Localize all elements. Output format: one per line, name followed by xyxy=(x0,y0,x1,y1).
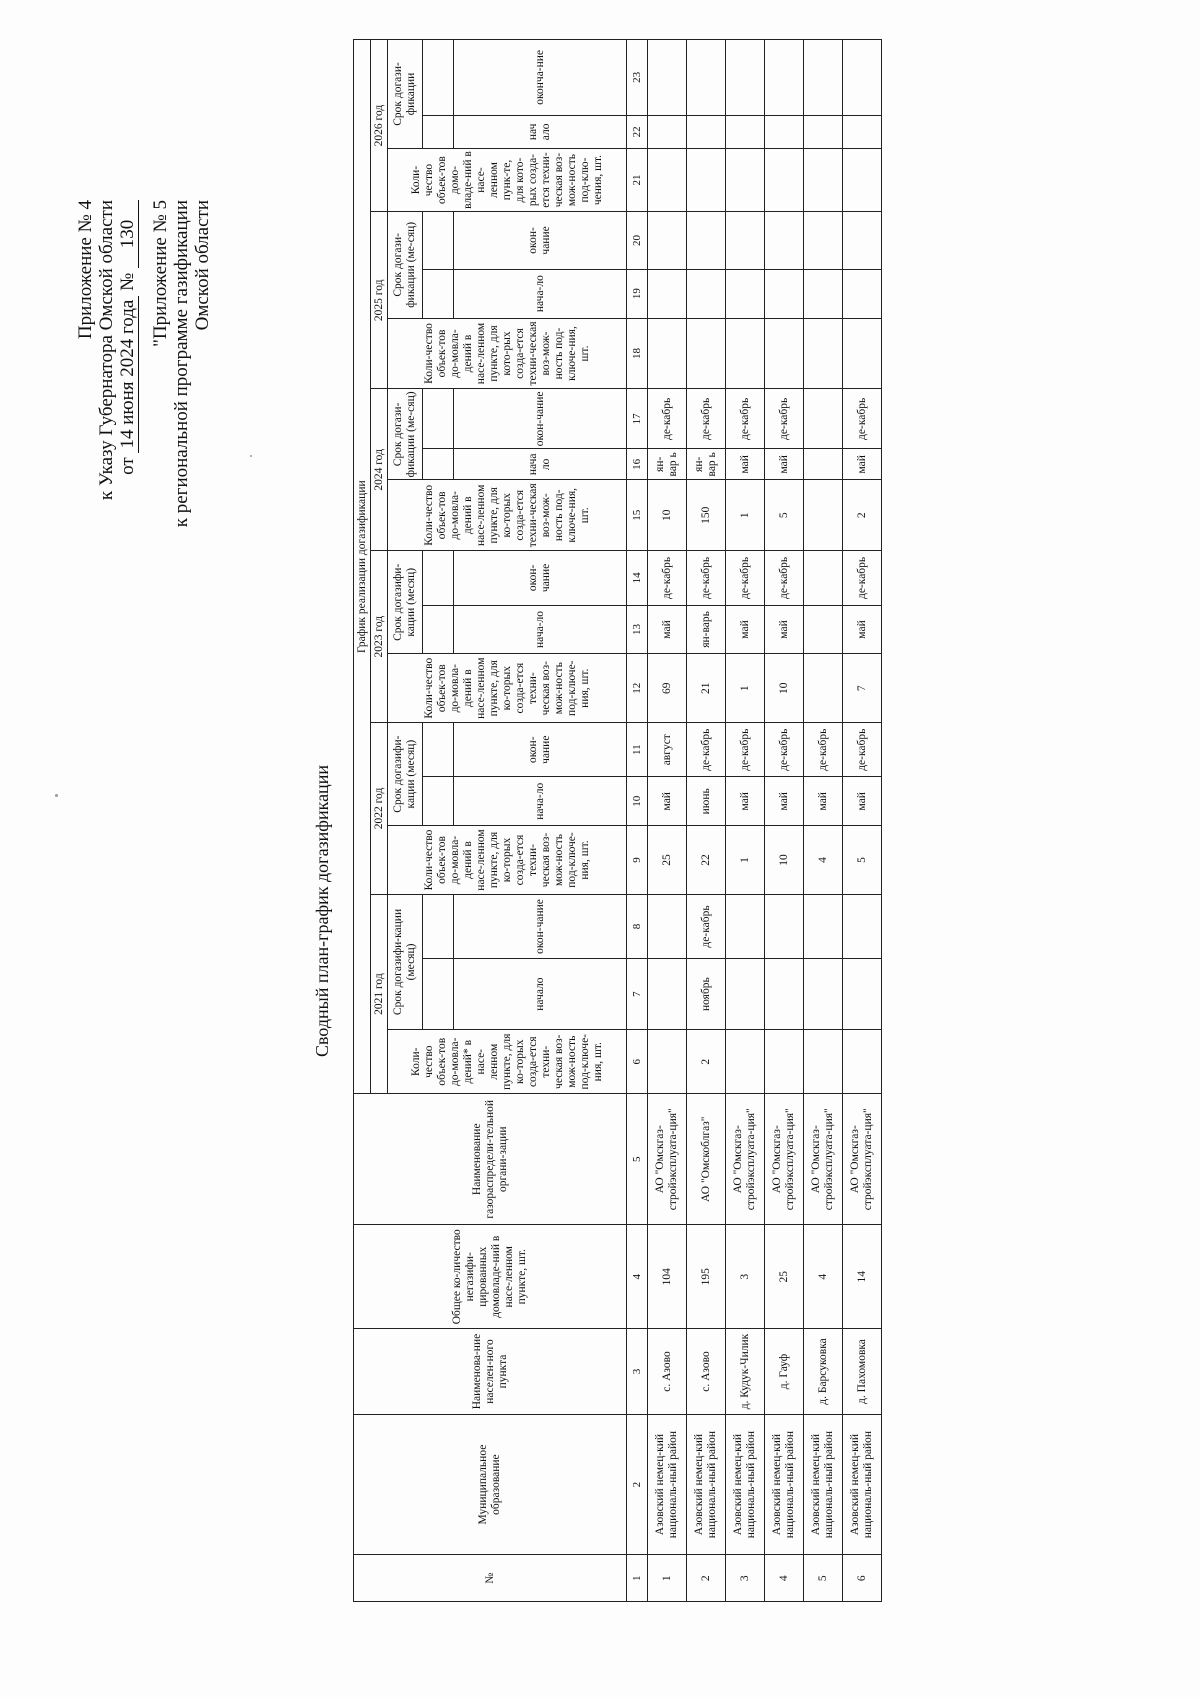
table-cell xyxy=(843,318,882,389)
table-cell: де-кабрь xyxy=(648,551,687,605)
qty-2022: Коли-чество объек-тов до-мовла-дений в насе-ленном пункте, для ко-торых созда-ется техни-ческая воз-мож-ность под-ключе-ния, шт. xyxy=(388,826,627,895)
scan-speck xyxy=(250,455,252,457)
decree-date: 14 июня 2024 года xyxy=(117,296,139,453)
header-settlement: Наименова-ние населен-ного пункта xyxy=(354,1329,627,1414)
table-cell: май xyxy=(804,777,843,826)
table-cell: май xyxy=(843,605,882,654)
header-total: Общее ко-личество негазифи-цированных домовладе-ний в насе-ленном пункте, шт. xyxy=(354,1225,627,1329)
column-number: 5 xyxy=(627,1094,648,1225)
header-org: Наименование газораспредели-тельной органи-зации xyxy=(354,1094,627,1225)
table-cell: 10 xyxy=(765,826,804,895)
table-cell: АО "Омскгаз-стройэксплуата-ция" xyxy=(648,1094,687,1225)
table-cell: АО "Омскгаз-стройэксплуата-ция" xyxy=(726,1094,765,1225)
column-number-row xyxy=(627,40,648,1602)
year-2025: 2025 год xyxy=(371,212,388,389)
table-cell: де-кабрь xyxy=(843,551,882,605)
table-cell xyxy=(843,1030,882,1094)
table-cell xyxy=(726,115,765,148)
table-cell xyxy=(726,269,765,318)
table-cell: 1 xyxy=(726,826,765,895)
table-cell: 69 xyxy=(648,654,687,723)
table-cell: де-кабрь xyxy=(726,389,765,449)
qty-2023: Коли-чество объек-тов до-мовла-дений в насе-ленном пункте, для ко-торых созда-ется техни-ческая воз-мож-ность под-ключе-ния, шт. xyxy=(388,654,627,723)
column-number: 4 xyxy=(627,1225,648,1329)
table-cell: де-кабрь xyxy=(726,723,765,777)
table-cell xyxy=(804,212,843,270)
end-2025: окон-чание xyxy=(454,212,627,270)
table-cell xyxy=(765,1030,804,1094)
term-2025: Срок догази-фикации (ме-сяц) xyxy=(388,212,423,318)
table-cell: май xyxy=(765,777,804,826)
decree-line: к Указу Губернатора Омской области xyxy=(96,200,117,501)
date-prefix: от xyxy=(117,457,138,475)
table-cell: д. Кудук-Чилик xyxy=(726,1329,765,1414)
table-cell xyxy=(804,269,843,318)
table-cell xyxy=(687,269,726,318)
year-2022: 2022 год xyxy=(371,723,388,895)
start-2025: нача-ло xyxy=(454,269,627,318)
table-cell: Азовский немец-кий националь-ный район xyxy=(648,1414,687,1555)
table-cell: май xyxy=(765,605,804,654)
table-cell: ян-вар ь xyxy=(687,449,726,480)
qty-2025: Коли-чество объек-тов до-мовла-дений в насе-ленном пункте, для кото-рых созда-ется техни-ческая воз-мож-ность под-ключе-ния, шт. xyxy=(388,318,627,389)
table-cell xyxy=(804,389,843,449)
table-cell xyxy=(804,318,843,389)
table-cell: май xyxy=(648,777,687,826)
table-row xyxy=(765,40,804,1602)
header-schedule: График реализации догазификации xyxy=(354,40,371,1094)
table-cell: 10 xyxy=(765,654,804,723)
table-cell: де-кабрь xyxy=(843,723,882,777)
table-cell xyxy=(687,115,726,148)
table-cell: 5 xyxy=(765,480,804,551)
table-cell: 3 xyxy=(726,1555,765,1602)
column-number: 13 xyxy=(627,605,648,654)
blank-cell xyxy=(423,449,454,480)
header-municipality: Муниципальное образование xyxy=(354,1414,627,1555)
year-2026: 2026 год xyxy=(371,40,388,212)
table-cell: 3 xyxy=(726,1225,765,1329)
end-2023: окон-чание xyxy=(454,551,627,605)
start-2024: нача ло xyxy=(454,449,627,480)
number-prefix: № xyxy=(117,272,138,291)
table-cell xyxy=(687,40,726,116)
column-number: 16 xyxy=(627,449,648,480)
table-cell xyxy=(765,894,804,958)
table-cell: 10 xyxy=(648,480,687,551)
column-number: 22 xyxy=(627,115,648,148)
table-cell xyxy=(804,605,843,654)
column-number: 2 xyxy=(627,1414,648,1555)
blank-cell xyxy=(423,777,454,826)
appendix2-line: "Приложение № 5 xyxy=(150,200,171,347)
table-cell: май xyxy=(765,449,804,480)
table-cell xyxy=(687,212,726,270)
table-cell: август xyxy=(648,723,687,777)
table-cell: 14 xyxy=(843,1225,882,1329)
table-cell: де-кабрь xyxy=(804,723,843,777)
table-cell: май xyxy=(843,777,882,826)
column-number: 14 xyxy=(627,551,648,605)
table-cell xyxy=(648,40,687,116)
year-2023: 2023 год xyxy=(371,551,388,723)
column-number: 12 xyxy=(627,654,648,723)
table-cell: Азовский немец-кий националь-ный район xyxy=(687,1414,726,1555)
blank-cell xyxy=(423,605,454,654)
column-number: 1 xyxy=(627,1555,648,1602)
table-cell: 1 xyxy=(648,1555,687,1602)
table-cell: АО "Омскгаз-стройэксплуата-ция" xyxy=(765,1094,804,1225)
table-cell: ян-варь xyxy=(687,605,726,654)
table-row xyxy=(804,40,843,1602)
column-number-row xyxy=(627,40,648,1602)
header-row-1 xyxy=(354,40,371,1602)
year-2024: 2024 год xyxy=(371,389,388,551)
qty-2026: Коли-чество объек-тов домо-владе-ний в насе-ленном пунк-те, для кото-рых созда-ется техни-ческая воз-мож-ность под-клю-чения, шт. xyxy=(388,148,627,211)
term-2026: Срок догази-фикации xyxy=(388,40,423,149)
table-cell: май xyxy=(843,449,882,480)
table-cell: АО "Омскоблгаз" xyxy=(687,1094,726,1225)
blank-cell xyxy=(423,551,454,605)
table-cell: 150 xyxy=(687,480,726,551)
table-cell xyxy=(804,40,843,116)
table-cell: 5 xyxy=(804,1555,843,1602)
table-cell: д. Барсуковка xyxy=(804,1329,843,1414)
table-cell xyxy=(648,318,687,389)
column-number: 15 xyxy=(627,480,648,551)
decree-date-line xyxy=(117,200,139,500)
table-cell: май xyxy=(726,777,765,826)
start-2022: нача-ло xyxy=(454,777,627,826)
table-cell: де-кабрь xyxy=(687,894,726,958)
table-cell xyxy=(804,148,843,211)
appendix-line: Приложение № 4 xyxy=(75,200,96,340)
table-cell: май xyxy=(726,605,765,654)
table-cell xyxy=(804,449,843,480)
table-cell: 25 xyxy=(648,826,687,895)
document-header xyxy=(75,200,139,500)
column-number: 10 xyxy=(627,777,648,826)
blank-cell xyxy=(423,115,454,148)
table-row xyxy=(648,40,687,1602)
table-cell: 6 xyxy=(843,1555,882,1602)
table-cell xyxy=(726,40,765,116)
header-no: № xyxy=(354,1555,627,1602)
table-cell: АО "Омскгаз-стройэксплуата-ция" xyxy=(804,1094,843,1225)
table-cell xyxy=(726,148,765,211)
table-cell: ян-вар ь xyxy=(648,449,687,480)
program-line: к региональной программе газификации xyxy=(171,200,192,528)
column-number: 7 xyxy=(627,959,648,1030)
table-cell xyxy=(648,959,687,1030)
table-body xyxy=(648,40,882,1602)
table-cell xyxy=(726,212,765,270)
table-cell xyxy=(726,318,765,389)
table-cell: 21 xyxy=(687,654,726,723)
region-line: Омской области xyxy=(192,200,213,331)
start-2021: начало xyxy=(454,959,627,1030)
table-cell xyxy=(804,654,843,723)
program-header xyxy=(150,200,213,527)
column-number: 20 xyxy=(627,212,648,270)
table-row xyxy=(687,40,726,1602)
table-cell xyxy=(843,269,882,318)
table-cell: Азовский немец-кий националь-ный район xyxy=(843,1414,882,1555)
column-number: 18 xyxy=(627,318,648,389)
table-cell xyxy=(726,1030,765,1094)
column-number: 3 xyxy=(627,1329,648,1414)
table-cell: Азовский немец-кий националь-ный район xyxy=(726,1414,765,1555)
column-number: 6 xyxy=(627,1030,648,1094)
column-number: 23 xyxy=(627,40,648,116)
column-number: 17 xyxy=(627,389,648,449)
table-cell: 4 xyxy=(765,1555,804,1602)
table-cell: 195 xyxy=(687,1225,726,1329)
blank-cell xyxy=(423,894,454,958)
table-cell: де-кабрь xyxy=(765,723,804,777)
table-cell xyxy=(843,115,882,148)
table-cell: 5 xyxy=(843,826,882,895)
table-cell xyxy=(648,269,687,318)
qty-2024: Коли-чество объек-тов до-мовла-дений в насе-ленном пункте, для ко-торых созда-ется техни-ческая воз-мож-ность под-ключе-ния, шт. xyxy=(388,480,627,551)
table-cell xyxy=(648,148,687,211)
table-cell xyxy=(648,115,687,148)
start-2023: нача-ло xyxy=(454,605,627,654)
table-cell: июнь xyxy=(687,777,726,826)
table-cell: де-кабрь xyxy=(648,389,687,449)
table-cell: де-кабрь xyxy=(726,551,765,605)
table-cell: 2 xyxy=(687,1030,726,1094)
table-cell: ноябрь xyxy=(687,959,726,1030)
end-2022: окон-чание xyxy=(454,723,627,777)
end-2026: оконча-ние xyxy=(454,40,627,116)
table-cell: де-кабрь xyxy=(687,389,726,449)
end-2021: окон-чание xyxy=(454,894,627,958)
blank-cell xyxy=(423,389,454,449)
start-2026: нач ало xyxy=(454,115,627,148)
table-cell: д. Гауф xyxy=(765,1329,804,1414)
table-cell: с. Азово xyxy=(687,1329,726,1414)
table-cell xyxy=(804,115,843,148)
table-cell: 7 xyxy=(843,654,882,723)
table-cell xyxy=(726,894,765,958)
table-cell: 2 xyxy=(687,1555,726,1602)
table-cell: 1 xyxy=(726,480,765,551)
blank-cell xyxy=(423,723,454,777)
table-cell xyxy=(765,269,804,318)
table-cell xyxy=(687,148,726,211)
term-2023: Срок догазифи-кации (месяц) xyxy=(388,551,423,654)
table-cell xyxy=(726,959,765,1030)
table-cell xyxy=(843,212,882,270)
table-row xyxy=(843,40,882,1602)
table-cell: 4 xyxy=(804,826,843,895)
table-cell xyxy=(843,40,882,116)
blank-cell xyxy=(423,40,454,116)
table-cell xyxy=(765,212,804,270)
table-cell xyxy=(804,894,843,958)
table-cell: де-кабрь xyxy=(765,551,804,605)
table-cell: д. Пахомовка xyxy=(843,1329,882,1414)
table-cell: де-кабрь xyxy=(687,551,726,605)
table-row xyxy=(726,40,765,1602)
table-cell: 2 xyxy=(843,480,882,551)
table-cell xyxy=(648,1030,687,1094)
table-cell: 1 xyxy=(726,654,765,723)
table-cell xyxy=(804,551,843,605)
gasification-schedule-table xyxy=(353,39,882,1602)
table-cell xyxy=(804,959,843,1030)
table-cell: де-кабрь xyxy=(843,389,882,449)
column-number: 19 xyxy=(627,269,648,318)
scan-speck xyxy=(55,794,58,797)
decree-number: 130 xyxy=(117,200,139,268)
table-cell xyxy=(765,959,804,1030)
table-cell xyxy=(765,148,804,211)
qty-2021: Коли-чество объек-тов до-мовла-дений* в насе-ленном пункте, для ко-торых созда-ется техни-ческая воз-мож-ность под-ключе-ния, шт. xyxy=(388,1030,627,1094)
table-cell xyxy=(765,115,804,148)
column-number: 9 xyxy=(627,826,648,895)
table-cell: 22 xyxy=(687,826,726,895)
table-cell: Азовский немец-кий националь-ный район xyxy=(765,1414,804,1555)
term-2021: Срок догазифи-кации (месяц) xyxy=(388,894,423,1029)
column-number: 11 xyxy=(627,723,648,777)
table-cell: май xyxy=(648,605,687,654)
blank-cell xyxy=(423,269,454,318)
table-cell: май xyxy=(726,449,765,480)
table-cell: с. Азово xyxy=(648,1329,687,1414)
term-2022: Срок догазифи-кации (месяц) xyxy=(388,723,423,826)
table-cell: АО "Омскгаз-стройэксплуата-ция" xyxy=(843,1094,882,1225)
table-cell: Азовский немец-кий националь-ный район xyxy=(804,1414,843,1555)
year-2021: 2021 год xyxy=(371,894,388,1094)
table-cell xyxy=(648,894,687,958)
table-cell xyxy=(804,480,843,551)
table-cell xyxy=(765,40,804,116)
table-cell: 25 xyxy=(765,1225,804,1329)
table-cell xyxy=(843,894,882,958)
table-cell xyxy=(843,148,882,211)
table-cell xyxy=(648,212,687,270)
end-2024: окон-чание xyxy=(454,389,627,449)
blank-cell xyxy=(423,959,454,1030)
table-cell xyxy=(804,1030,843,1094)
table-cell: де-кабрь xyxy=(765,389,804,449)
table-cell xyxy=(843,959,882,1030)
page-title: Сводный план-график догазификации xyxy=(312,765,332,1057)
term-2024: Срок догази-фикации (ме-сяц) xyxy=(388,389,423,480)
table-cell: 4 xyxy=(804,1225,843,1329)
column-number: 8 xyxy=(627,894,648,958)
blank-cell xyxy=(423,212,454,270)
table-cell: де-кабрь xyxy=(687,723,726,777)
column-number: 21 xyxy=(627,148,648,211)
table-cell xyxy=(687,318,726,389)
table-cell: 104 xyxy=(648,1225,687,1329)
table-cell xyxy=(765,318,804,389)
